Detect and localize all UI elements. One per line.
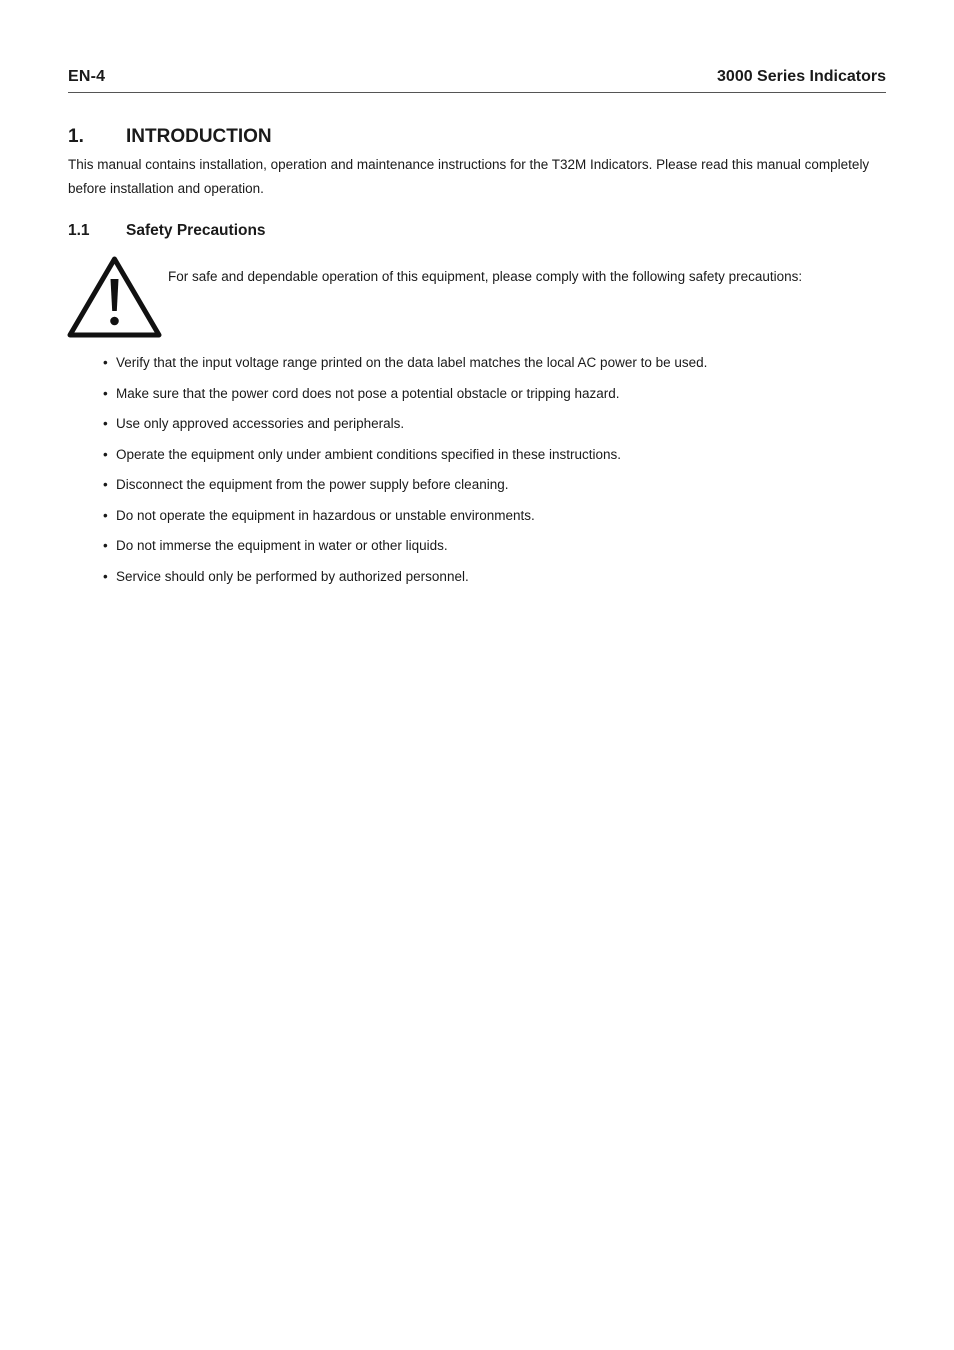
subsection-number: 1.1 xyxy=(68,222,90,239)
page-number: EN-4 xyxy=(68,68,106,85)
list-item-text: Use only approved accessories and peripherals. xyxy=(116,416,405,431)
safety-intro-text: For safe and dependable operation of this equipment, please comply with the following safety precautions: xyxy=(168,269,803,284)
section-title: INTRODUCTION xyxy=(126,126,272,147)
document-title: 3000 Series Indicators xyxy=(717,68,886,85)
list-item-text: Operate the equipment only under ambient conditions specified in these instructions. xyxy=(116,446,622,462)
warning-triangle-icon xyxy=(67,255,162,339)
list-item xyxy=(103,505,883,536)
bullet-icon: • xyxy=(103,416,108,431)
list-item-text: Disconnect the equipment from the power supply before cleaning. xyxy=(116,477,509,492)
bullet-icon: • xyxy=(103,568,108,584)
bullet-icon: • xyxy=(103,446,108,462)
list-item xyxy=(103,352,883,383)
bullet-icon: • xyxy=(103,385,108,401)
page-header xyxy=(68,66,886,94)
list-item xyxy=(103,474,883,505)
list-item-text: Do not immerse the equipment in water or other liquids. xyxy=(116,538,448,553)
list-item xyxy=(103,444,883,475)
header-divider xyxy=(68,92,886,93)
list-item xyxy=(103,535,883,566)
bullet-icon: • xyxy=(103,538,108,553)
bullet-icon: • xyxy=(103,355,108,370)
subsection-heading xyxy=(68,222,266,240)
subsection-title: Safety Precautions xyxy=(126,222,266,239)
list-item xyxy=(103,383,883,414)
list-item-text: Make sure that the power cord does not pose a potential obstacle or tripping hazard. xyxy=(116,385,620,401)
section-number: 1. xyxy=(68,126,84,147)
list-item-text: Verify that the input voltage range printed on the data label matches the local AC power to be used. xyxy=(116,355,708,370)
bullet-icon: • xyxy=(103,477,108,492)
list-item-text: Service should only be performed by authorized personnel. xyxy=(116,568,469,584)
bullet-icon: • xyxy=(103,507,108,523)
list-item-text: Do not operate the equipment in hazardous or unstable environments. xyxy=(116,507,535,523)
section-heading xyxy=(68,126,272,148)
safety-precautions-list xyxy=(103,352,883,596)
introduction-paragraph: This manual contains installation, operation and maintenance instructions for the T32M Indicators. Please read this manual completely before installation and operation. xyxy=(68,157,870,196)
list-item xyxy=(103,566,883,597)
list-item xyxy=(103,413,883,444)
